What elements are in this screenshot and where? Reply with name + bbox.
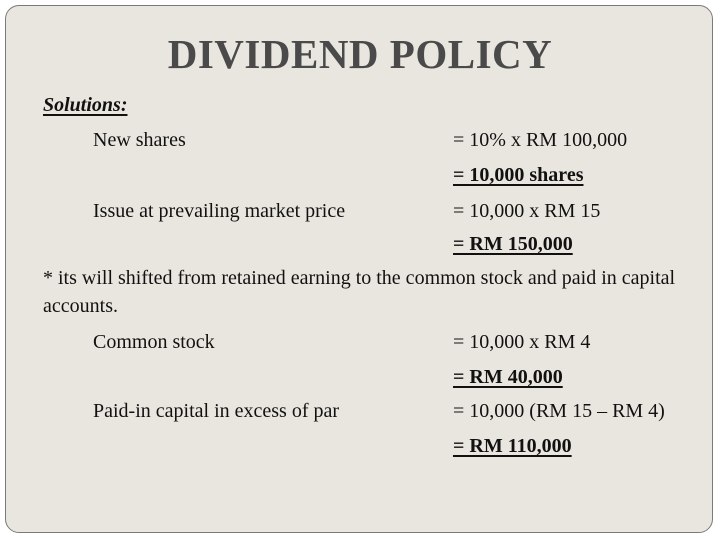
paid-in-capital-formula: = 10,000 (RM 15 – RM 4) [453,400,665,422]
new-shares-result: = 10,000 shares [453,164,584,186]
slide [5,5,713,533]
transfer-note: * its will shifted from retained earning to the common stock and paid in capital accounts. [43,267,676,317]
solutions-heading: Solutions: [43,94,128,116]
new-shares-label: New shares [93,129,186,151]
new-shares-formula: = 10% x RM 100,000 [453,129,628,151]
issue-price-formula: = 10,000 x RM 15 [453,200,601,222]
paid-in-capital-label: Paid-in capital in excess of par [93,400,340,422]
issue-price-result: = RM 150,000 [453,233,573,255]
paid-in-capital-result: = RM 110,000 [453,435,572,457]
common-stock-result: = RM 40,000 [453,366,563,388]
slide-title: DIVIDEND POLICY [167,31,553,77]
common-stock-label: Common stock [93,331,215,353]
common-stock-formula: = 10,000 x RM 4 [453,331,591,353]
issue-price-label: Issue at prevailing market price [93,200,346,222]
